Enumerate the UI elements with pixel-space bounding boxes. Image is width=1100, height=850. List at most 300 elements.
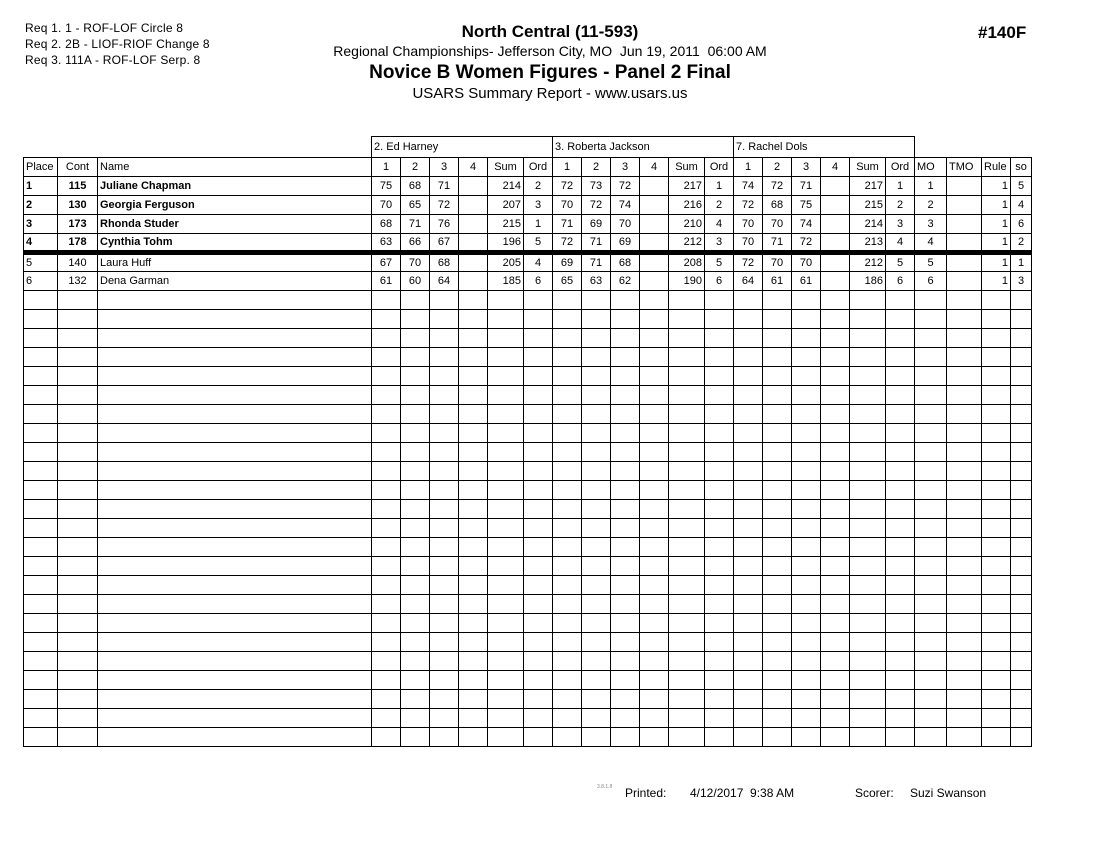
empty-cell <box>401 291 430 310</box>
empty-cell <box>582 538 611 557</box>
empty-cell <box>611 443 640 462</box>
empty-cell <box>459 614 488 633</box>
empty-cell <box>850 614 886 633</box>
empty-cell <box>488 576 524 595</box>
score-cell: 70 <box>763 215 792 234</box>
score-cell: 61 <box>792 272 821 291</box>
empty-cell <box>459 329 488 348</box>
empty-cell <box>611 595 640 614</box>
empty-cell <box>763 424 792 443</box>
empty-cell <box>821 405 850 424</box>
empty-cell <box>640 500 669 519</box>
skater-name-cell: Laura Huff <box>98 253 372 272</box>
empty-cell <box>705 709 734 728</box>
score-cell <box>459 272 488 291</box>
empty-cell <box>524 481 553 500</box>
empty-cell <box>947 614 982 633</box>
empty-cell <box>763 557 792 576</box>
empty-cell <box>582 633 611 652</box>
ordinal-cell: 2 <box>705 196 734 215</box>
empty-cell <box>58 519 98 538</box>
ordinal-cell: 3 <box>524 196 553 215</box>
empty-cell <box>488 386 524 405</box>
empty-cell <box>553 367 582 386</box>
empty-cell <box>705 481 734 500</box>
empty-cell <box>640 291 669 310</box>
empty-cell <box>640 367 669 386</box>
empty-cell <box>734 557 763 576</box>
empty-cell <box>459 405 488 424</box>
place-cell: 6 <box>24 272 58 291</box>
empty-cell <box>372 728 401 747</box>
score-cell: 72 <box>792 234 821 253</box>
empty-cell <box>669 348 705 367</box>
sum-cell: 212 <box>850 253 886 272</box>
column-header: 3 <box>430 158 459 177</box>
ordinal-cell: 6 <box>705 272 734 291</box>
empty-cell <box>734 709 763 728</box>
empty-cell <box>553 386 582 405</box>
score-cell: 73 <box>582 177 611 196</box>
empty-cell <box>821 424 850 443</box>
empty-cell <box>821 481 850 500</box>
empty-cell <box>488 519 524 538</box>
report-subtitle: USARS Summary Report - www.usars.us <box>412 85 688 102</box>
empty-cell <box>459 538 488 557</box>
empty-cell <box>947 671 982 690</box>
empty-cell <box>669 576 705 595</box>
sum-cell: 185 <box>488 272 524 291</box>
empty-cell <box>850 728 886 747</box>
empty-cell <box>459 348 488 367</box>
empty-cell <box>24 671 58 690</box>
empty-cell <box>582 709 611 728</box>
contestant-number-cell: 130 <box>58 196 98 215</box>
empty-row <box>24 614 1032 633</box>
empty-cell <box>982 690 1011 709</box>
empty-cell <box>459 576 488 595</box>
empty-cell <box>734 519 763 538</box>
empty-cell <box>430 443 459 462</box>
empty-cell <box>430 519 459 538</box>
score-cell: 71 <box>582 253 611 272</box>
empty-cell <box>640 443 669 462</box>
score-cell: 70 <box>792 253 821 272</box>
empty-cell <box>821 538 850 557</box>
empty-cell <box>58 671 98 690</box>
column-header: Sum <box>488 158 524 177</box>
empty-cell <box>401 386 430 405</box>
empty-cell <box>524 595 553 614</box>
empty-cell <box>611 310 640 329</box>
empty-cell <box>582 405 611 424</box>
empty-cell <box>430 405 459 424</box>
empty-cell <box>947 595 982 614</box>
empty-cell <box>430 614 459 633</box>
empty-cell <box>821 671 850 690</box>
empty-cell <box>430 386 459 405</box>
scorer-name: Suzi Swanson <box>910 786 987 800</box>
empty-cell <box>669 291 705 310</box>
empty-cell <box>850 367 886 386</box>
event-number: #140F <box>978 23 1027 42</box>
table-row <box>24 272 1032 291</box>
empty-cell <box>850 709 886 728</box>
empty-cell <box>792 405 821 424</box>
empty-cell <box>401 633 430 652</box>
empty-cell <box>886 405 915 424</box>
empty-cell <box>459 500 488 519</box>
empty-cell <box>98 538 372 557</box>
empty-cell <box>1011 595 1032 614</box>
empty-cell <box>821 652 850 671</box>
empty-cell <box>58 405 98 424</box>
empty-cell <box>430 462 459 481</box>
printed-label: Printed: <box>625 786 667 800</box>
region-title: North Central (11-593) <box>461 22 639 41</box>
empty-cell <box>850 386 886 405</box>
empty-cell <box>886 348 915 367</box>
empty-cell <box>734 500 763 519</box>
requirement-item: Req 2. 2B - LIOF-RIOF Change 8 <box>25 37 210 51</box>
score-cell <box>640 215 669 234</box>
empty-cell <box>430 633 459 652</box>
empty-cell <box>611 709 640 728</box>
tmo-cell <box>947 215 982 234</box>
empty-cell <box>611 614 640 633</box>
empty-row <box>24 500 1032 519</box>
ordinal-cell: 3 <box>886 215 915 234</box>
empty-cell <box>947 500 982 519</box>
empty-cell <box>611 652 640 671</box>
empty-cell <box>886 386 915 405</box>
empty-cell <box>24 386 58 405</box>
empty-cell <box>947 690 982 709</box>
score-cell <box>821 234 850 253</box>
skater-name-cell: Dena Garman <box>98 272 372 291</box>
empty-cell <box>982 557 1011 576</box>
tmo-cell <box>947 196 982 215</box>
empty-cell <box>372 519 401 538</box>
empty-cell <box>58 367 98 386</box>
empty-cell <box>401 709 430 728</box>
empty-cell <box>553 576 582 595</box>
empty-cell <box>705 386 734 405</box>
empty-cell <box>886 443 915 462</box>
empty-cell <box>24 329 58 348</box>
score-cell: 62 <box>611 272 640 291</box>
empty-cell <box>1011 329 1032 348</box>
empty-cell <box>850 481 886 500</box>
empty-cell <box>1011 405 1032 424</box>
empty-cell <box>982 405 1011 424</box>
empty-cell <box>488 291 524 310</box>
empty-cell <box>734 538 763 557</box>
empty-cell <box>705 367 734 386</box>
skater-name-cell: Cynthia Tohm <box>98 234 372 253</box>
score-cell <box>459 234 488 253</box>
empty-cell <box>982 481 1011 500</box>
empty-cell <box>850 443 886 462</box>
empty-cell <box>524 443 553 462</box>
empty-cell <box>705 500 734 519</box>
empty-cell <box>459 671 488 690</box>
empty-cell <box>58 614 98 633</box>
empty-cell <box>401 576 430 595</box>
table-row <box>24 215 1032 234</box>
empty-cell <box>792 500 821 519</box>
empty-row <box>24 690 1032 709</box>
place-cell: 1 <box>24 177 58 196</box>
empty-cell <box>430 576 459 595</box>
score-cell: 65 <box>401 196 430 215</box>
empty-cell <box>915 348 947 367</box>
empty-cell <box>792 557 821 576</box>
score-cell: 67 <box>372 253 401 272</box>
empty-cell <box>372 500 401 519</box>
empty-cell <box>524 709 553 728</box>
empty-cell <box>915 424 947 443</box>
empty-cell <box>372 652 401 671</box>
column-header: Rule <box>982 158 1011 177</box>
empty-cell <box>24 310 58 329</box>
empty-cell <box>24 291 58 310</box>
empty-cell <box>792 424 821 443</box>
score-cell: 69 <box>582 215 611 234</box>
empty-cell <box>850 348 886 367</box>
empty-cell <box>58 557 98 576</box>
empty-cell <box>886 557 915 576</box>
empty-cell <box>792 481 821 500</box>
empty-cell <box>947 367 982 386</box>
empty-cell <box>947 424 982 443</box>
column-header: Name <box>98 158 372 177</box>
mo-cell: 4 <box>915 234 947 253</box>
empty-cell <box>640 671 669 690</box>
empty-cell <box>1011 462 1032 481</box>
empty-cell <box>982 633 1011 652</box>
empty-cell <box>372 633 401 652</box>
empty-cell <box>947 443 982 462</box>
empty-cell <box>98 291 372 310</box>
skater-name-cell: Juliane Chapman <box>98 177 372 196</box>
empty-cell <box>488 557 524 576</box>
empty-cell <box>763 329 792 348</box>
empty-cell <box>1011 652 1032 671</box>
empty-cell <box>640 576 669 595</box>
empty-cell <box>982 310 1011 329</box>
empty-cell <box>792 690 821 709</box>
empty-cell <box>553 500 582 519</box>
empty-cell <box>611 690 640 709</box>
empty-cell <box>58 443 98 462</box>
empty-cell <box>982 614 1011 633</box>
empty-cell <box>401 443 430 462</box>
rule-cell: 1 <box>982 196 1011 215</box>
sum-cell: 196 <box>488 234 524 253</box>
empty-cell <box>792 576 821 595</box>
empty-cell <box>640 481 669 500</box>
ordinal-cell: 2 <box>524 177 553 196</box>
empty-cell <box>401 652 430 671</box>
empty-cell <box>734 329 763 348</box>
ordinal-cell: 4 <box>886 234 915 253</box>
empty-cell <box>821 709 850 728</box>
empty-cell <box>763 443 792 462</box>
empty-cell <box>98 443 372 462</box>
empty-cell <box>734 405 763 424</box>
empty-cell <box>947 709 982 728</box>
empty-cell <box>582 614 611 633</box>
empty-cell <box>763 709 792 728</box>
place-cell: 3 <box>24 215 58 234</box>
empty-cell <box>582 424 611 443</box>
empty-cell <box>821 291 850 310</box>
empty-cell <box>488 614 524 633</box>
contestant-number-cell: 140 <box>58 253 98 272</box>
score-cell: 64 <box>430 272 459 291</box>
column-header: Ord <box>886 158 915 177</box>
empty-cell <box>640 690 669 709</box>
empty-cell <box>430 690 459 709</box>
empty-cell <box>763 348 792 367</box>
empty-cell <box>524 652 553 671</box>
empty-cell <box>24 405 58 424</box>
empty-cell <box>58 462 98 481</box>
empty-row <box>24 348 1032 367</box>
empty-cell <box>669 481 705 500</box>
empty-cell <box>372 595 401 614</box>
empty-cell <box>524 329 553 348</box>
empty-cell <box>553 690 582 709</box>
empty-row <box>24 595 1032 614</box>
empty-cell <box>982 576 1011 595</box>
empty-cell <box>430 424 459 443</box>
empty-cell <box>850 652 886 671</box>
column-header: Ord <box>705 158 734 177</box>
tmo-cell <box>947 253 982 272</box>
empty-cell <box>982 519 1011 538</box>
empty-row <box>24 671 1032 690</box>
empty-cell <box>582 576 611 595</box>
empty-cell <box>947 557 982 576</box>
rule-cell: 1 <box>982 234 1011 253</box>
empty-cell <box>669 443 705 462</box>
score-cell: 74 <box>734 177 763 196</box>
empty-cell <box>947 481 982 500</box>
so-cell: 5 <box>1011 177 1032 196</box>
empty-cell <box>524 538 553 557</box>
empty-cell <box>553 557 582 576</box>
ordinal-cell: 6 <box>524 272 553 291</box>
empty-cell <box>821 576 850 595</box>
empty-cell <box>553 348 582 367</box>
score-cell: 69 <box>611 234 640 253</box>
empty-cell <box>982 500 1011 519</box>
empty-cell <box>792 386 821 405</box>
empty-cell <box>372 443 401 462</box>
empty-row <box>24 329 1032 348</box>
empty-cell <box>734 291 763 310</box>
score-cell: 63 <box>372 234 401 253</box>
empty-cell <box>850 329 886 348</box>
empty-cell <box>98 709 372 728</box>
version-number: 3.8.1.8 <box>597 784 613 790</box>
empty-cell <box>763 310 792 329</box>
score-cell: 70 <box>611 215 640 234</box>
empty-cell <box>886 690 915 709</box>
empty-cell <box>1011 367 1032 386</box>
empty-cell <box>401 614 430 633</box>
empty-cell <box>24 519 58 538</box>
sum-cell: 208 <box>669 253 705 272</box>
empty-cell <box>24 443 58 462</box>
empty-cell <box>611 538 640 557</box>
empty-cell <box>705 443 734 462</box>
contestant-number-cell: 178 <box>58 234 98 253</box>
empty-cell <box>553 329 582 348</box>
score-cell: 75 <box>372 177 401 196</box>
empty-cell <box>459 462 488 481</box>
empty-cell <box>821 614 850 633</box>
empty-cell <box>58 291 98 310</box>
empty-cell <box>582 386 611 405</box>
so-cell: 1 <box>1011 253 1032 272</box>
empty-cell <box>430 652 459 671</box>
empty-cell <box>763 633 792 652</box>
sum-cell: 214 <box>850 215 886 234</box>
empty-cell <box>734 728 763 747</box>
empty-cell <box>24 348 58 367</box>
judge-header-row <box>24 137 1032 158</box>
score-cell: 70 <box>763 253 792 272</box>
empty-cell <box>401 500 430 519</box>
score-cell: 65 <box>553 272 582 291</box>
empty-cell <box>640 424 669 443</box>
empty-cell <box>886 329 915 348</box>
empty-cell <box>734 595 763 614</box>
score-cell: 69 <box>553 253 582 272</box>
empty-cell <box>401 462 430 481</box>
score-cell: 74 <box>792 215 821 234</box>
empty-cell <box>669 462 705 481</box>
empty-cell <box>58 500 98 519</box>
empty-cell <box>982 443 1011 462</box>
score-cell <box>640 234 669 253</box>
empty-cell <box>915 500 947 519</box>
empty-cell <box>611 424 640 443</box>
empty-cell <box>401 690 430 709</box>
empty-cell <box>850 595 886 614</box>
empty-cell <box>524 576 553 595</box>
score-cell <box>640 196 669 215</box>
empty-cell <box>372 348 401 367</box>
empty-cell <box>372 614 401 633</box>
empty-cell <box>98 519 372 538</box>
empty-cell <box>705 329 734 348</box>
empty-cell <box>982 348 1011 367</box>
empty-cell <box>734 424 763 443</box>
empty-cell <box>98 310 372 329</box>
empty-cell <box>734 310 763 329</box>
empty-cell <box>553 481 582 500</box>
empty-cell <box>640 633 669 652</box>
empty-cell <box>886 576 915 595</box>
empty-cell <box>915 652 947 671</box>
empty-cell <box>915 310 947 329</box>
empty-cell <box>582 690 611 709</box>
event-info: Regional Championships- Jefferson City, MO Jun 19, 2011 06:00 AM <box>333 43 767 59</box>
